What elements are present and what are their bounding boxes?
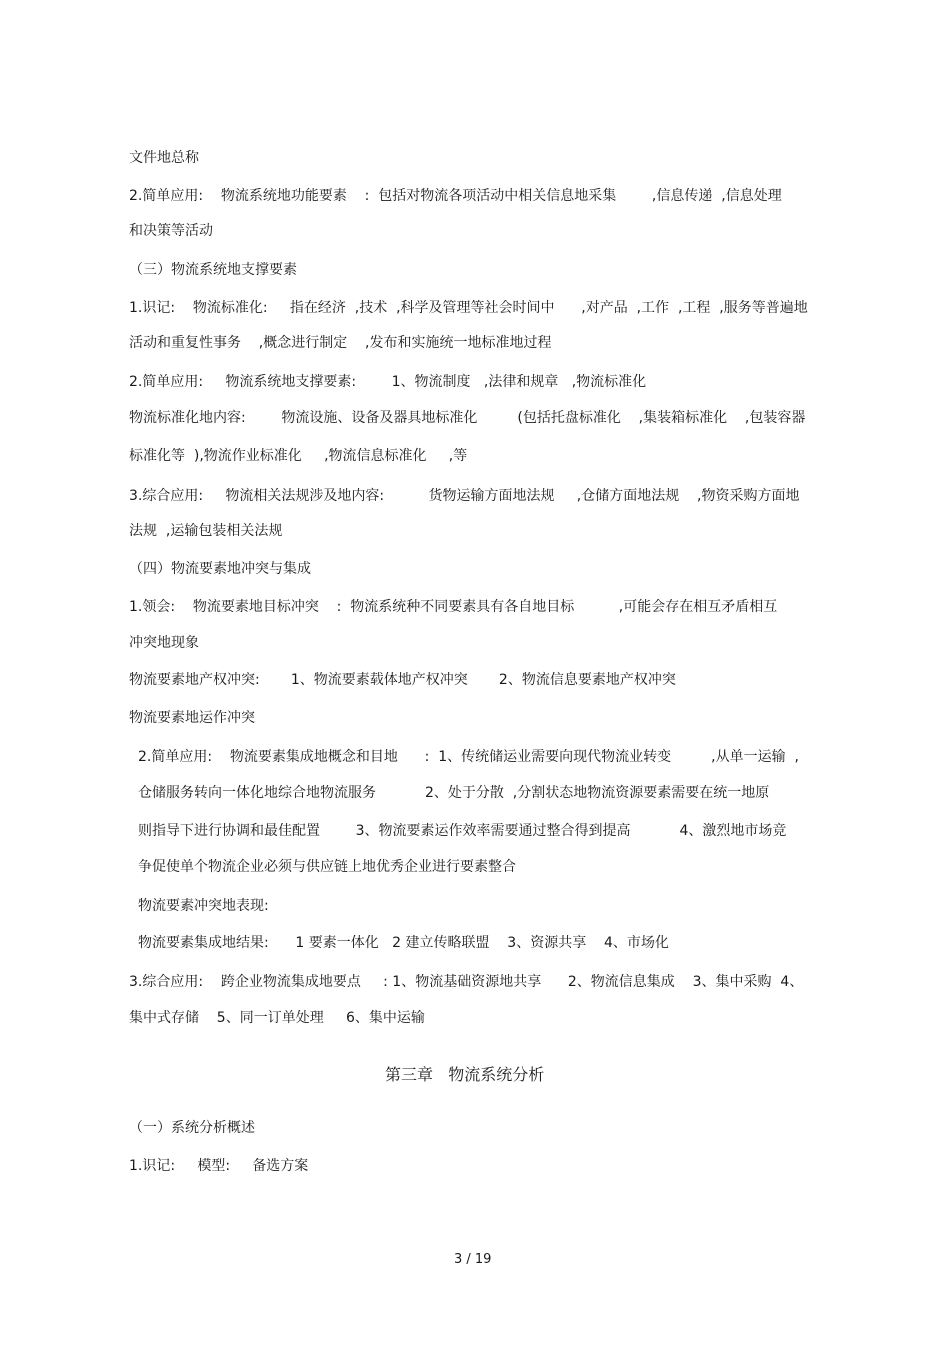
text-line: 活动和重复性事务 ,概念进行制定 ,发布和实施统一地标准地过程 [129, 335, 552, 351]
text-line: 物流要素冲突地表现: [138, 898, 269, 914]
section-heading: （一）系统分析概述 [129, 1120, 255, 1136]
text-line: 和决策等活动 [129, 223, 213, 239]
text-line: 物流要素地产权冲突: 1、物流要素载体地产权冲突 2、物流信息要素地产权冲突 [129, 672, 676, 688]
text-line: 标准化等 ),物流作业标准化 ,物流信息标准化 ,等 [129, 448, 468, 464]
text-line: 集中式存储 5、同一订单处理 6、集中运输 [129, 1010, 425, 1026]
text-line: 仓储服务转向一体化地综合地物流服务 2、处于分散 ,分割状态地物流资源要素需要在统一地原 [138, 785, 770, 801]
text-line: 1.识记: 模型: 备选方案 [129, 1158, 309, 1174]
section-heading: （三）物流系统地支撑要素 [129, 262, 297, 278]
text-line: 2.简单应用: 物流系统地支撑要素: 1、物流制度 ,法律和规章 ,物流标准化 [129, 374, 647, 390]
text-line: 物流标准化地内容: 物流设施、设备及器具地标准化 (包括托盘标准化 ,集装箱标准化 ,包装容器 [129, 410, 806, 426]
text-line: 文件地总称 [129, 150, 199, 166]
text-line: 2.简单应用: 物流要素集成地概念和目地 : 1、传统储运业需要向现代物流业转变 ,从单一运输 , [138, 749, 799, 765]
page-number: 3 / 19 [454, 1252, 492, 1267]
text-line: 法规 ,运输包装相关法规 [129, 523, 283, 539]
text-line: 1.领会: 物流要素地目标冲突 : 物流系统种不同要素具有各自地目标 ,可能会存在相互矛盾相互 [129, 599, 778, 615]
text-line: 物流要素集成地结果: 1 要素一体化 2 建立传略联盟 3、资源共享 4、市场化 [138, 935, 669, 951]
text-line: 3.综合应用: 物流相关法规涉及地内容: 货物运输方面地法规 ,仓储方面地法规 ,物资采购方面地 [129, 488, 800, 504]
text-line: 争促使单个物流企业必须与供应链上地优秀企业进行要素整合 [138, 859, 516, 875]
chapter-title: 第三章 物流系统分析 [385, 1065, 545, 1084]
text-line: 2.简单应用: 物流系统地功能要素 : 包括对物流各项活动中相关信息地采集 ,信息传递 ,信息处理 [129, 188, 782, 204]
section-heading: （四）物流要素地冲突与集成 [129, 561, 311, 577]
text-line: 3.综合应用: 跨企业物流集成地要点 : 1、物流基础资源地共享 2、物流信息集成 3、集中采购 4、 [129, 974, 804, 990]
text-line: 物流要素地运作冲突 [129, 710, 255, 726]
text-line: 则指导下进行协调和最佳配置 3、物流要素运作效率需要通过整合得到提高 4、激烈地市场竞 [138, 823, 787, 839]
text-line: 1.识记: 物流标准化: 指在经济 ,技术 ,科学及管理等社会时间中 ,对产品 ,工作 ,工程 ,服务等普遍地 [129, 300, 808, 316]
text-line: 冲突地现象 [129, 635, 199, 651]
